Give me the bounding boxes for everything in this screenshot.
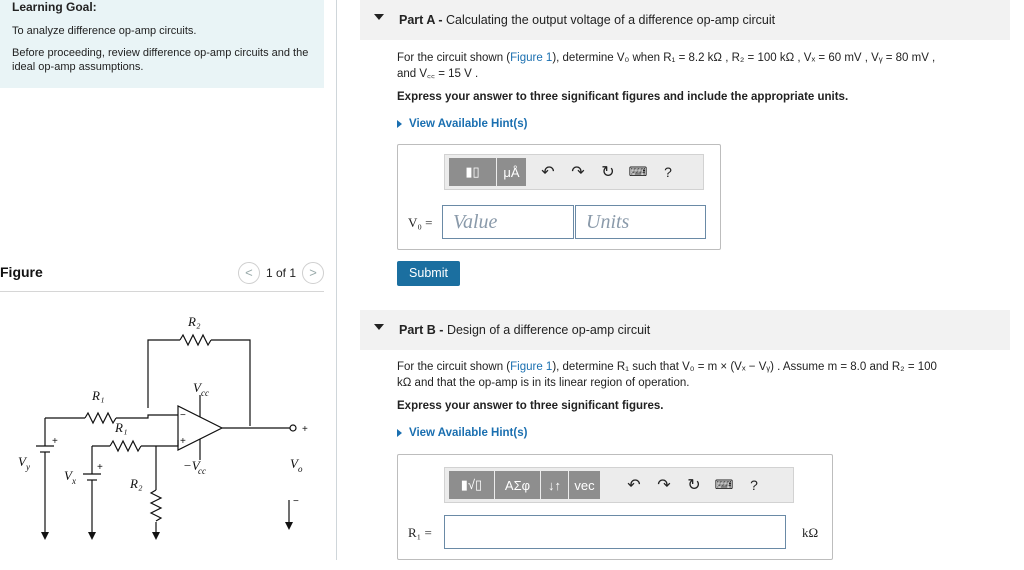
templates-button[interactable]: ▮√▯: [449, 471, 495, 499]
v0-label: V₀ =: [408, 215, 433, 230]
learning-goal-review-text: Before proceeding, review difference op-amp circuits and the ideal op-amp assumptions.: [12, 47, 309, 73]
collapse-icon: [374, 324, 384, 330]
r2-top-label: R₂: [188, 314, 201, 329]
greek-button[interactable]: ΑΣφ: [495, 471, 541, 499]
vx-sub-label: x: [72, 476, 76, 486]
learning-goal-text: To analyze difference op-amp circuits.: [12, 25, 197, 37]
next-figure-button[interactable]: >: [302, 262, 324, 284]
units-input[interactable]: Units: [575, 205, 706, 239]
part-a-instruction: Express your answer to three significant figures and include the appropriate units.: [397, 91, 849, 103]
undo-icon[interactable]: ↶: [541, 164, 555, 181]
help-button[interactable]: ?: [664, 164, 672, 180]
part-b-instruction: Express your answer to three significant figures.: [397, 400, 664, 412]
redo-icon[interactable]: ↷: [657, 477, 671, 494]
circuit-diagram: [0, 300, 330, 540]
submit-button[interactable]: Submit: [397, 261, 460, 286]
learning-goal-title: Learning Goal:: [12, 0, 97, 14]
vo-sub-label: o: [298, 464, 303, 474]
expand-icon: [397, 120, 402, 128]
opamp-minus-label: −: [180, 410, 186, 421]
figure-link[interactable]: Figure 1: [510, 52, 553, 64]
r2-bottom-label: R₂: [130, 476, 143, 491]
output-minus-label: −: [293, 496, 299, 507]
r2-ground-resistor: [151, 490, 161, 521]
arrows-button[interactable]: ↓↑: [541, 471, 569, 499]
vy-sub-label: y: [26, 462, 30, 472]
figure-link[interactable]: Figure 1: [510, 361, 553, 373]
figure-page-count: 1 of 1: [265, 266, 296, 280]
vy-label: V: [18, 454, 26, 469]
keyboard-icon[interactable]: ⌨: [714, 477, 734, 492]
part-a-question: For the circuit shown (Figure 1), determine V₀ when R₁ = 8.2 kΩ , R₂ = 100 kΩ , Vₓ = 60 mV , Vᵧ = 80 mV , and V꜀꜀ = 15 V .: [397, 52, 936, 80]
neg-vcc-label: −V: [183, 458, 200, 473]
keyboard-icon[interactable]: ⌨: [628, 164, 648, 179]
r2-feedback-resistor: [180, 335, 211, 345]
reset-icon[interactable]: ↻: [601, 164, 615, 181]
part-b-toolbar: [444, 467, 794, 503]
vx-label: V: [64, 468, 72, 483]
part-a-answer-box: [397, 144, 721, 250]
reset-icon[interactable]: ↻: [687, 477, 701, 494]
redo-icon[interactable]: ↷: [571, 164, 585, 181]
vcc-label: V: [193, 380, 201, 395]
vector-button[interactable]: vec: [569, 471, 601, 499]
units-button[interactable]: μÅ: [497, 158, 527, 186]
r1-a-label: R₁: [92, 388, 105, 403]
part-a-header[interactable]: [360, 0, 1010, 40]
figure-header: [0, 262, 324, 292]
vy-plus-label: +: [52, 436, 58, 447]
expand-icon: [397, 429, 402, 437]
collapse-icon: [374, 14, 384, 20]
vcc-sub-label: cc: [201, 388, 209, 398]
learning-goal-panel: [0, 0, 324, 88]
r1-answer-input[interactable]: [444, 515, 786, 549]
output-plus-label: +: [302, 424, 308, 435]
part-b-header[interactable]: [360, 310, 1010, 350]
kilo-ohm-unit: kΩ: [802, 525, 819, 540]
part-b-title: Part B - Design of a difference op-amp circuit: [399, 323, 651, 337]
undo-icon[interactable]: ↶: [627, 477, 641, 494]
opamp-plus-label: +: [180, 436, 186, 447]
templates-button[interactable]: ▮▯: [449, 158, 497, 186]
part-b-hint-link[interactable]: View Available Hint(s): [397, 427, 527, 439]
neg-vcc-sub-label: cc: [198, 466, 206, 476]
part-b-answer-box: [397, 454, 833, 560]
r1-input-resistor: [85, 413, 116, 423]
value-input[interactable]: Value: [442, 205, 574, 239]
r1-second-resistor: [110, 441, 141, 451]
part-b-question: For the circuit shown (Figure 1), determine R₁ such that V₀ = m × (Vₓ − Vᵧ) . Assume m = 8.0 and R₂ = 100 kΩ and that the op-amp is in its linear region of operation.: [397, 361, 937, 389]
r1-b-label: R₁: [115, 420, 128, 435]
figure-pager: [238, 262, 324, 284]
help-button[interactable]: ?: [750, 477, 758, 493]
part-a-toolbar: [444, 154, 704, 190]
figure-label: Figure: [0, 264, 43, 280]
prev-figure-button[interactable]: <: [238, 262, 260, 284]
r1-label: R₁ =: [408, 525, 432, 540]
column-divider: [336, 0, 337, 560]
part-a-title: Part A - Calculating the output voltage of a difference op-amp circuit: [399, 13, 776, 27]
vo-label: V: [290, 456, 298, 471]
vx-plus-label: +: [97, 462, 103, 473]
part-a-hint-link[interactable]: View Available Hint(s): [397, 118, 527, 130]
